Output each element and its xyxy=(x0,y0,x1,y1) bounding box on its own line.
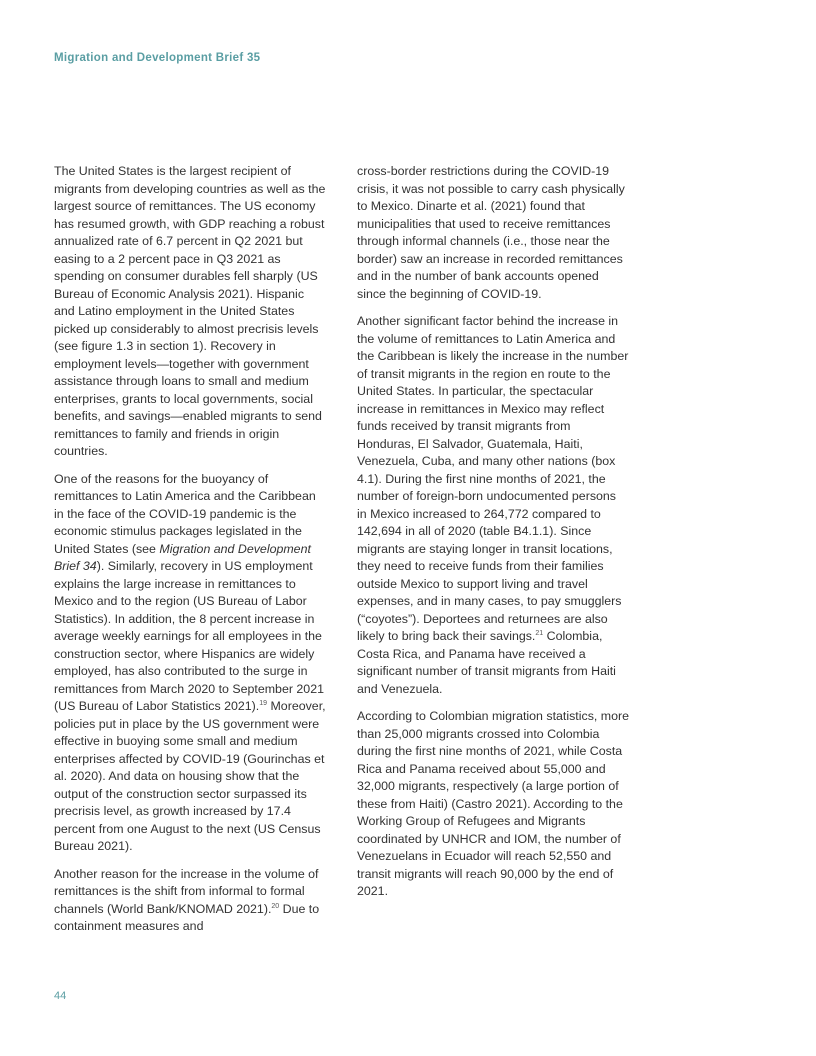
paragraph xyxy=(357,313,629,698)
page-number: 44 xyxy=(54,990,67,1002)
text-run: Colombia, Costa Rica, and Panama have received a significant number of transit migrants from Haiti and Venezuela. xyxy=(357,629,616,696)
italic-title: Migration and Development Brief 34 xyxy=(54,541,311,573)
running-header: Migration and Development Brief 35 xyxy=(54,52,261,64)
paragraph: According to Colombian migration statistics, more than 25,000 migrants crossed into Colombia during the first nine months of 2021, while Costa Rica and Panama received about 55,000 and 32,000 migrants, respectively (a large portion of these from Haiti) (Castro 2021). According to the Working Group of Refugees and Migrants coordinated by UNHCR and IOM, the number of Venezuelans in Ecuador will reach 52,550 and transit migrants will reach 90,000 by the end of 2021. xyxy=(357,709,630,898)
footnote-ref-19[interactable]: 19 xyxy=(259,699,268,707)
paragraph: cross-border restrictions during the COVID-19 crisis, it was not possible to carry cash physically to Mexico. Dinarte et al. (2021) found that municipalities that used to receive remittances through informal channels (i.e., those near the border) saw an increase in recorded remittances and in the number of bank accounts opened since the beginning of COVID-19. xyxy=(357,164,625,301)
text-run: Another reason for the increase in the volume of remittances is the shift from informal to formal channels (World Bank/KNOMAD 2021). xyxy=(54,866,319,916)
text-run: Due to containment measures and xyxy=(54,901,320,933)
left-column xyxy=(54,163,326,946)
paragraph xyxy=(54,866,326,936)
paragraph: The United States is the largest recipient of migrants from developing countries as well as the largest source of remittances. The US economy has resumed growth, with GDP reaching a robust annualized rate of 6.7 percent in Q2 2021 but easing to a 2 percent pace in Q3 2021 as spending on consumer durables fell sharply (US Bureau of Economic Analysis 2021). Hispanic and Latino employment in the United States picked up considerably to almost precrisis levels (see figure 1.3 in section 1). Recovery in employment levels—together with government assistance through loans to small and medium enterprises, grants to local governments, social benefits, and savings—enabled migrants to send remittances to family and friends in origin countries. xyxy=(54,164,326,458)
footnote-ref-21[interactable]: 21 xyxy=(535,629,544,637)
text-run: Another significant factor behind the increase in the volume of remittances to Latin America and the Caribbean is likely the increase in the number of transit migrants in the region en route to the United States. In particular, the spectacular increase in remittances in Mexico may reflect funds received by transit migrants from Honduras, El Salvador, Guatemala, Haiti, Venezuela, Cuba, and many other nations (box 4.1). During the first nine months of 2021, the number of foreign-born undocumented persons in Mexico increased to 264,772 compared to 142,694 in all of 2020 (table B4.1.1). Since migrants are staying longer in transit locations, they need to receive funds from their families outside Mexico to support living and travel expenses, and in many cases, to pay smugglers (“coyotes”). Deportees and returnees are also likely to bring back their savings. xyxy=(357,314,629,643)
text-run: One of the reasons for the buoyancy of remittances to Latin America and the Caribbean in the face of the COVID-19 pandemic is the economic stimulus packages legislated in the United States (see xyxy=(54,471,316,556)
right-column xyxy=(357,163,629,911)
text-run: Moreover, policies put in place by the US government were effective in buoying some small and medium enterprises affected by COVID-19 (Gourinchas et al. 2020). And data on housing show that the output of the construction sector surpassed its precrisis level, as growth increased by 17.4 percent from one August to the next (US Census Bureau 2021). xyxy=(54,699,326,853)
paragraph xyxy=(54,471,326,856)
text-run: ). Similarly, recovery in US employment explains the large increase in remittances to Mexico and to the region (US Bureau of Labor Statistics). In addition, the 8 percent increase in average weekly earnings for all employees in the construction sector, where Hispanics are widely employed, has also contributed to the surge in remittances from March 2020 to September 2021 (US Bureau of Labor Statistics 2021). xyxy=(54,559,324,713)
footnote-ref-20[interactable]: 20 xyxy=(271,902,280,910)
